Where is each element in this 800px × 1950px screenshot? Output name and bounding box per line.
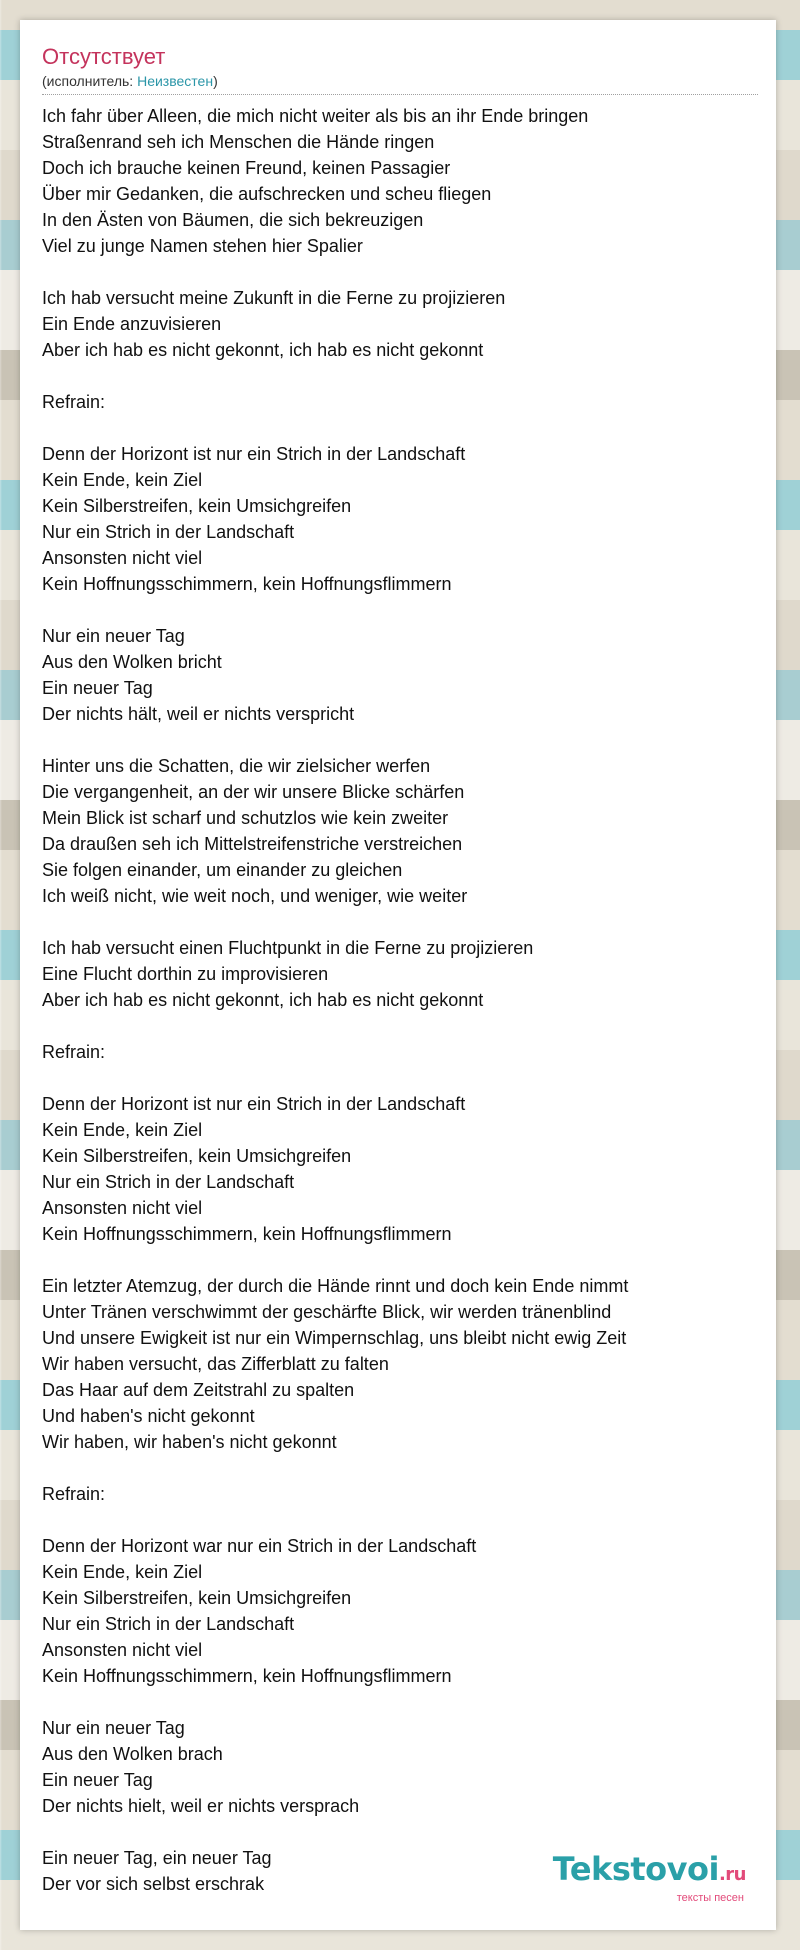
lyric-line: Kein Silberstreifen, kein Umsichgreifen: [42, 1146, 352, 1166]
lyric-line: Kein Silberstreifen, kein Umsichgreifen: [42, 496, 352, 516]
lyric-line: [42, 1455, 758, 1481]
lyric-line: Ich hab versucht einen Fluchtpunkt in die Ferne zu projizieren: [42, 938, 534, 958]
lyrics-card: [20, 20, 776, 1930]
lyric-line: Kein Ende, kein Ziel: [42, 470, 203, 490]
lyric-line: Der vor sich selbst erschrak: [42, 1874, 265, 1894]
lyric-line: Mein Blick ist scharf und schutzlos wie kein zweiter: [42, 808, 449, 828]
lyric-line: Die vergangenheit, an der wir unsere Blicke schärfen: [42, 782, 465, 802]
lyric-line: Da draußen seh ich Mittelstreifenstriche verstreichen: [42, 834, 463, 854]
lyric-line: Refrain:: [42, 1484, 106, 1504]
lyric-line: Über mir Gedanken, die aufschrecken und scheu fliegen: [42, 184, 492, 204]
lyric-line: Der nichts hält, weil er nichts verspricht: [42, 704, 355, 724]
lyrics-text: [42, 103, 758, 1897]
lyric-line: Aber ich hab es nicht gekonnt, ich hab es nicht gekonnt: [42, 990, 484, 1010]
lyric-line: Ein Ende anzuvisieren: [42, 314, 222, 334]
lyric-line: Kein Hoffnungsschimmern, kein Hoffnungsflimmern: [42, 1224, 452, 1244]
lyric-line: Aus den Wolken bricht: [42, 652, 222, 672]
lyric-line: Ich weiß nicht, wie weit noch, und weniger, wie weiter: [42, 886, 468, 906]
lyric-line: Aus den Wolken brach: [42, 1744, 223, 1764]
lyric-line: Eine Flucht dorthin zu improvisieren: [42, 964, 329, 984]
lyric-line: Ansonsten nicht viel: [42, 548, 203, 568]
lyric-line: Nur ein neuer Tag: [42, 626, 185, 646]
lyric-line: [42, 727, 758, 753]
lyric-line: Ich fahr über Alleen, die mich nicht weiter als bis an ihr Ende bringen: [42, 106, 589, 126]
lyric-line: Straßenrand seh ich Menschen die Hände ringen: [42, 132, 435, 152]
lyric-line: Wir haben versucht, das Zifferblatt zu falten: [42, 1354, 389, 1374]
lyric-line: Doch ich brauche keinen Freund, keinen Passagier: [42, 158, 451, 178]
lyric-line: Sie folgen einander, um einander zu gleichen: [42, 860, 403, 880]
lyric-line: Nur ein Strich in der Landschaft: [42, 522, 295, 542]
lyric-line: [42, 1065, 758, 1091]
lyric-line: Kein Hoffnungsschimmern, kein Hoffnungsflimmern: [42, 574, 452, 594]
lyric-line: Ein neuer Tag: [42, 1770, 153, 1790]
lyric-line: Aber ich hab es nicht gekonnt, ich hab es nicht gekonnt: [42, 340, 484, 360]
site-logo[interactable]: [553, 1852, 746, 1904]
lyric-line: Und haben's nicht gekonnt: [42, 1406, 255, 1426]
lyric-line: Denn der Horizont ist nur ein Strich in der Landschaft: [42, 444, 466, 464]
lyric-line: Das Haar auf dem Zeitstrahl zu spalten: [42, 1380, 355, 1400]
performer-suffix: ): [213, 73, 218, 89]
lyric-line: Refrain:: [42, 1042, 106, 1062]
lyric-line: [42, 259, 758, 285]
lyric-line: Refrain:: [42, 392, 106, 412]
lyric-line: Kein Ende, kein Ziel: [42, 1120, 203, 1140]
lyric-line: Kein Ende, kein Ziel: [42, 1562, 203, 1582]
lyric-line: Ich hab versucht meine Zukunft in die Ferne zu projizieren: [42, 288, 506, 308]
lyric-line: Nur ein Strich in der Landschaft: [42, 1172, 295, 1192]
logo-name: Tekstovoi: [552, 1850, 719, 1888]
lyric-line: [42, 1507, 758, 1533]
lyric-line: Ein neuer Tag: [42, 678, 153, 698]
lyric-line: Kein Silberstreifen, kein Umsichgreifen: [42, 1588, 352, 1608]
lyric-line: Wir haben, wir haben's nicht gekonnt: [42, 1432, 337, 1452]
lyric-line: Unter Tränen verschwimmt der geschärfte Blick, wir werden tränenblind: [42, 1302, 612, 1322]
lyric-line: [42, 415, 758, 441]
performer-prefix: (исполнитель:: [42, 73, 138, 89]
lyric-line: Ein letzter Atemzug, der durch die Hände rinnt und doch kein Ende nimmt: [42, 1276, 629, 1296]
lyric-line: Ansonsten nicht viel: [42, 1198, 203, 1218]
lyric-line: Ein neuer Tag, ein neuer Tag: [42, 1848, 272, 1868]
lyric-line: Nur ein neuer Tag: [42, 1718, 185, 1738]
lyric-line: Denn der Horizont ist nur ein Strich in der Landschaft: [42, 1094, 466, 1114]
performer-link[interactable]: Неизвестен: [137, 73, 214, 89]
lyric-line: [42, 363, 758, 389]
lyric-line: Ansonsten nicht viel: [42, 1640, 203, 1660]
lyric-line: Nur ein Strich in der Landschaft: [42, 1614, 295, 1634]
lyric-line: Kein Hoffnungsschimmern, kein Hoffnungsflimmern: [42, 1666, 452, 1686]
lyric-line: In den Ästen von Bäumen, die sich bekreuzigen: [42, 210, 424, 230]
lyric-line: [42, 1689, 758, 1715]
lyric-line: [42, 1247, 758, 1273]
logo-tagline: тексты песен: [676, 1892, 744, 1904]
lyric-line: Hinter uns die Schatten, die wir zielsicher werfen: [42, 756, 431, 776]
lyric-line: [42, 1013, 758, 1039]
lyric-line: Viel zu junge Namen stehen hier Spalier: [42, 236, 363, 256]
lyric-line: Der nichts hielt, weil er nichts versprach: [42, 1796, 360, 1816]
lyric-line: [42, 597, 758, 623]
lyric-line: [42, 909, 758, 935]
lyric-line: [42, 1819, 758, 1845]
lyric-line: Denn der Horizont war nur ein Strich in der Landschaft: [42, 1536, 477, 1556]
logo-tld: .ru: [718, 1864, 746, 1885]
song-title: Отсутствует: [42, 44, 166, 69]
lyric-line: Und unsere Ewigkeit ist nur ein Wimpernschlag, uns bleibt nicht ewig Zeit: [42, 1328, 627, 1348]
performer-line: [42, 72, 758, 95]
